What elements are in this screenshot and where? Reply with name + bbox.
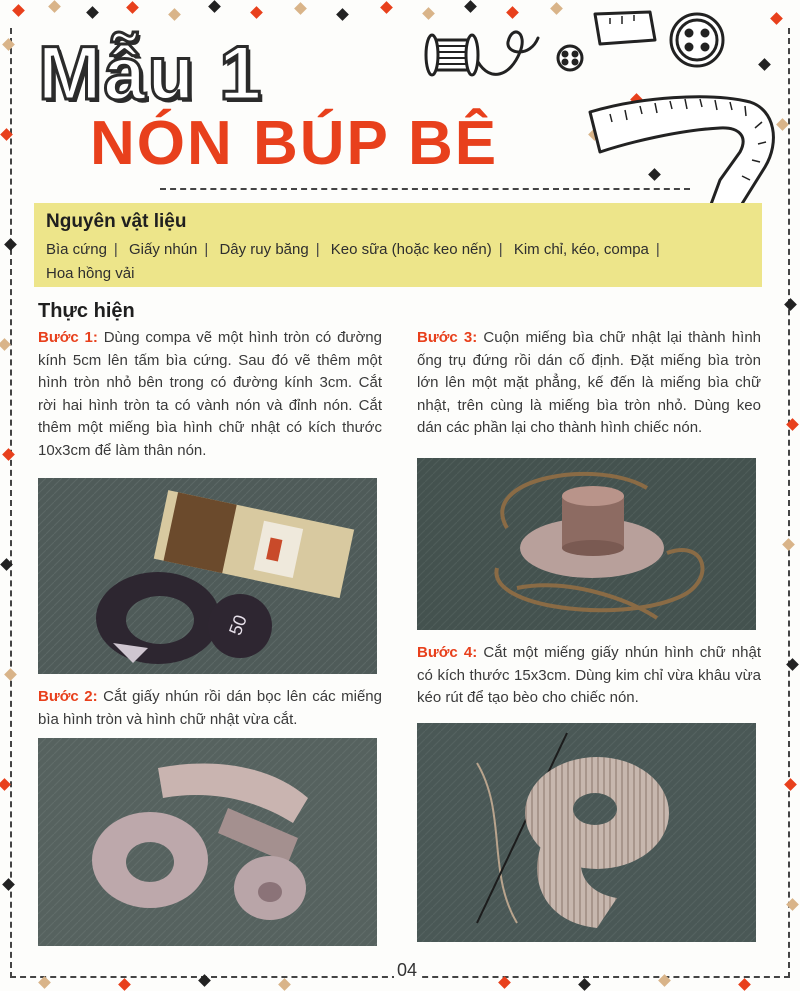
step-description: Dùng compa vẽ một hình tròn có đường kính 5cm lên tấm bìa cứng. Sau đó vẽ thêm một hình tròn nhỏ bên trong có đường kính 3cm. Cắt rời hai hình tròn ta có vành nón và đỉnh nón. Cắt thêm một miếng bìa hình chữ nhật có kích thước 10x3cm để làm thân nón. bbox=[38, 329, 382, 459]
step-1-text bbox=[38, 327, 382, 462]
material-item: Dây ruy băng bbox=[219, 241, 309, 258]
material-item: Hoa hồng vải bbox=[46, 265, 135, 282]
material-item: Kim chỉ, kéo, compa bbox=[513, 241, 649, 258]
material-item: Bìa cứng bbox=[46, 241, 107, 258]
photo-cardboard-pieces bbox=[38, 478, 377, 674]
cardboard-print-text: 50 bbox=[225, 612, 251, 638]
photo-assembled-hat bbox=[417, 458, 756, 630]
step-label: Bước 4: bbox=[417, 644, 478, 661]
materials-box bbox=[34, 203, 762, 287]
material-item: Keo sữa (hoặc keo nến) bbox=[330, 241, 492, 258]
materials-heading: Nguyên vật liệu bbox=[46, 211, 187, 232]
material-item: Giấy nhún bbox=[129, 241, 198, 258]
step-description: Cuộn miếng bìa chữ nhật lại thành hình ống trụ đứng rồi dán cố định. Đặt miếng bìa tròn lớn lên một mặt phẳng, kế đến là miếng bìa chữ nhật, trên cùng là miếng bìa tròn nhỏ. Dùng keo dán các phần lại cho thành hình chiếc nón. bbox=[417, 329, 761, 436]
page-number: 04 bbox=[394, 960, 420, 981]
step-3-text bbox=[417, 327, 761, 440]
step-2-text bbox=[38, 686, 382, 731]
page-title: Mẫu 1 bbox=[38, 31, 264, 116]
step-description: Cắt giấy nhún rồi dán bọc lên các miếng bìa hình tròn và hình chữ nhật vừa cắt. bbox=[38, 688, 382, 728]
step-4-text bbox=[417, 642, 761, 710]
photo-wrapped-pieces bbox=[38, 738, 377, 946]
instructions-heading: Thực hiện bbox=[38, 300, 135, 322]
photo-paper-ruffle bbox=[417, 723, 756, 942]
step-label: Bước 1: bbox=[38, 329, 98, 346]
materials-list: Bìa cứng | Giấy nhún | Dây ruy băng | Keo sữa (hoặc keo nến) | Kim chỉ, kéo, compa | Hoa hồng vải bbox=[46, 241, 660, 282]
step-label: Bước 2: bbox=[38, 688, 98, 705]
step-label: Bước 3: bbox=[417, 329, 478, 346]
step-description: Cắt một miếng giấy nhún hình chữ nhật có kích thước 15x3cm. Dùng kim chỉ vừa khâu vừa kéo rút để tạo bèo cho chiếc nón. bbox=[417, 644, 761, 706]
page-subtitle: NÓN BÚP BÊ bbox=[90, 109, 499, 178]
